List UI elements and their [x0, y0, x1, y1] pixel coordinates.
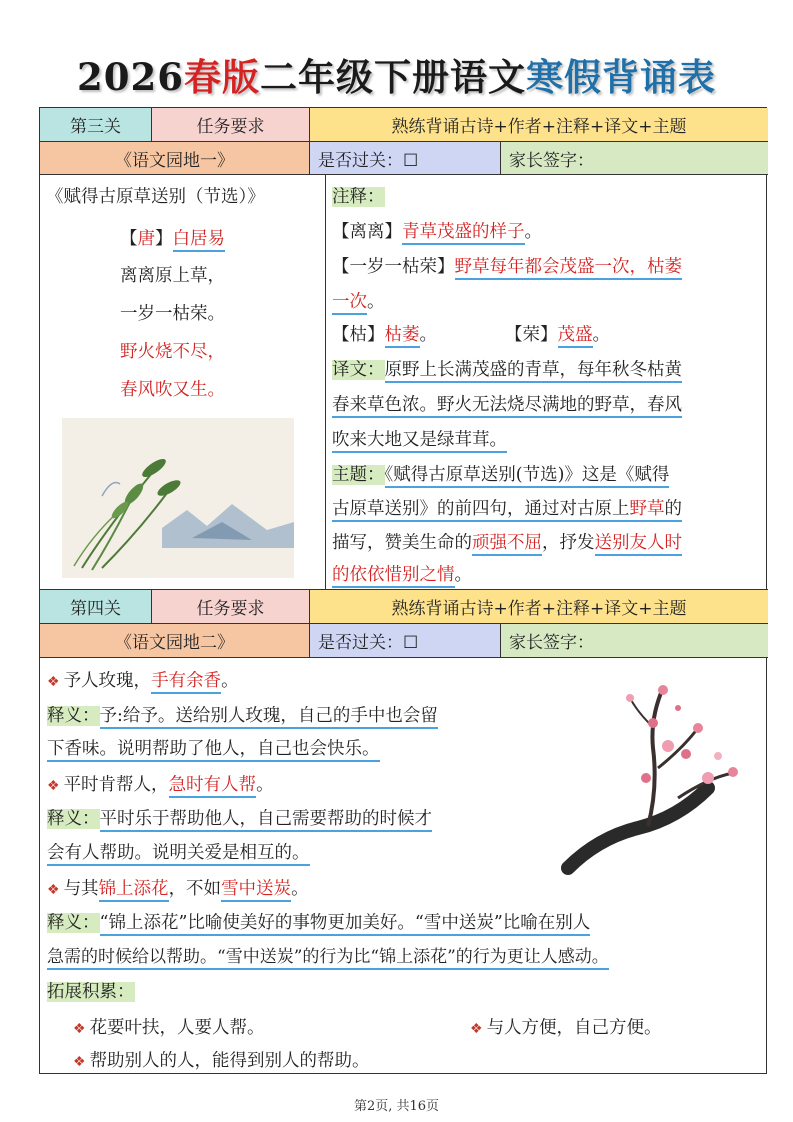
title-edition: 春版	[183, 55, 260, 99]
proverb-3-a: 与其	[63, 879, 99, 899]
proverb-1-c: 。	[221, 671, 239, 691]
explain-3a-text: “锦上添花”比喻使美好的事物更加美好。“雪中送炭”比喻在别人	[100, 913, 591, 936]
note-4: 【荣】茂盛。	[505, 322, 610, 348]
extension-2-text: 与人方便，自己方便。	[486, 1018, 662, 1038]
pass-checkbox[interactable]: 是否过关：☐	[310, 142, 501, 175]
parent-signature-field[interactable]: 家长签字：	[501, 142, 768, 175]
poem-line-3: 野火烧不尽，	[120, 342, 225, 362]
note-label	[332, 184, 385, 210]
theme-line-1	[332, 462, 669, 488]
explain-1b-text: 下香味。说明帮助了他人，自己也会快乐。	[47, 739, 380, 762]
level-4-cell: 第四关	[40, 590, 152, 624]
diamond-icon: ❖	[470, 1021, 483, 1037]
explain-3b-text: 急需的时候给以帮助。“雪中送炭”的行为比“锦上添花”的行为更让人感动。	[47, 947, 609, 970]
note-3: 【枯】枯萎。	[332, 322, 437, 348]
proverb-2-b: 急时有人帮	[169, 775, 257, 798]
proverb-1-b: 手有余香	[151, 671, 221, 694]
diamond-icon: ❖	[73, 1021, 86, 1037]
translation-line-3	[332, 427, 507, 453]
theme-text-2b: 野草	[630, 499, 665, 522]
diamond-icon: ❖	[73, 1054, 86, 1070]
extension-1-text: 花要叶扶，人要人帮。	[89, 1018, 265, 1038]
proverb-2	[47, 772, 274, 799]
theme-line-4	[332, 562, 472, 588]
title-table: 寒假背诵表	[525, 55, 716, 99]
level-3-cell: 第三关	[40, 108, 152, 142]
translation-line-2	[332, 392, 682, 418]
lesson-cell: 《语文园地一》	[40, 142, 310, 175]
grass-painting	[62, 418, 294, 578]
requirement-cell: 熟练背诵古诗+作者+注释+译文+主题	[310, 108, 768, 142]
note-1-key: 离离	[349, 222, 385, 242]
theme-text-1: 《赋得古原草送别(节选)》这是《赋得	[385, 465, 670, 488]
poem-line-2: 一岁一枯荣。	[120, 304, 225, 324]
proverb-1-a: 予人玫瑰，	[63, 671, 152, 691]
extension-1	[73, 1015, 265, 1042]
parent-signature-field-2[interactable]: 家长签字：	[501, 624, 768, 658]
note-2: 【一岁一枯荣】野草每年都会茂盛一次，枯萎	[332, 254, 682, 280]
explain-1a	[47, 703, 438, 729]
extension-2	[470, 1015, 662, 1042]
page-title	[0, 52, 793, 102]
title-year: 2026	[77, 55, 184, 99]
explain-2a	[47, 806, 432, 832]
column-divider	[325, 175, 326, 589]
poem-author: 【唐】白居易	[120, 226, 225, 252]
note-3-value: 枯萎	[385, 325, 420, 348]
requirement-cell-2: 熟练背诵古诗+作者+注释+译文+主题	[310, 590, 768, 624]
title-grade: 二年级下册语文	[259, 55, 526, 99]
explain-label: 释义：	[47, 809, 100, 829]
note-4-value: 茂盛	[558, 325, 593, 348]
proverb-3-e: 。	[291, 879, 309, 899]
proverb-2-c: 。	[256, 775, 274, 795]
note-4-key: 荣	[522, 325, 540, 345]
page-footer: 第2页, 共16页	[353, 1099, 440, 1114]
note-label-text: 注释：	[332, 187, 385, 207]
theme-text-4: 的依依惜别之情	[332, 565, 455, 588]
recitation-sheet	[39, 107, 767, 1074]
explain-2b	[47, 840, 310, 866]
diamond-icon: ❖	[47, 882, 60, 898]
poem-line-1: 离离原上草，	[120, 266, 225, 286]
theme-text-3d: 送别友人时	[595, 533, 683, 556]
note-1-value: 青草茂盛的样子	[402, 222, 525, 245]
proverb-2-a: 平时肯帮人，	[63, 775, 169, 795]
translation-text-3: 吹来大地又是绿茸茸。	[332, 430, 507, 453]
diamond-icon: ❖	[47, 674, 60, 690]
task-label-cell-2: 任务要求	[152, 590, 310, 624]
theme-line-2	[332, 496, 682, 522]
task-label-cell: 任务要求	[152, 108, 310, 142]
proverb-3-b: 锦上添花	[99, 879, 169, 902]
explain-1a-text: 予:给予。送给别人玫瑰，自己的手中也会留	[100, 706, 438, 729]
proverb-3-c: ，不如	[168, 879, 222, 899]
theme-text-2c: 的	[665, 499, 683, 522]
note-2-value: 野草每年都会茂盛一次，枯萎	[455, 257, 683, 280]
explain-2b-text: 会有人帮助。说明关爱是相互的。	[47, 843, 310, 866]
translation-text-1: 原野上长满茂盛的青草，每年秋冬枯黄	[385, 360, 683, 383]
proverb-1	[47, 668, 239, 695]
explain-label: 释义：	[47, 913, 100, 933]
note-1: 【离离】青草茂盛的样子。	[332, 219, 542, 245]
extension-3	[73, 1048, 370, 1075]
extension-label-text: 拓展积累：	[47, 982, 135, 1002]
explain-3b	[47, 944, 609, 970]
theme-text-3c: ，抒发	[542, 533, 595, 553]
translation-text-2: 春来草色浓。野火无法烧尽满地的野草，春风	[332, 395, 682, 418]
lesson-cell-2: 《语文园地二》	[40, 624, 310, 658]
diamond-icon: ❖	[47, 778, 60, 794]
poem-dynasty: 唐	[137, 229, 155, 249]
explain-2a-text: 平时乐于帮助他人，自己需要帮助的时候才	[100, 809, 433, 832]
poem-author-name: 白居易	[173, 229, 226, 252]
theme-line-3	[332, 530, 682, 556]
translation-line-1	[332, 357, 682, 383]
poem-line-4: 春风吹又生。	[120, 380, 225, 400]
note-3-key: 枯	[349, 325, 367, 345]
proverb-3-d: 雪中送炭	[221, 879, 291, 902]
theme-text-3a: 描写，赞美生命的	[332, 533, 472, 553]
note-2-key: 一岁一枯荣	[349, 257, 437, 277]
proverb-3	[47, 876, 309, 903]
theme-text-4-end: 。	[454, 565, 472, 585]
extension-label	[47, 979, 135, 1005]
explain-1b	[47, 736, 380, 762]
explain-label: 释义：	[47, 706, 100, 726]
poem-title: 《赋得古原草送别（节选）》	[46, 187, 265, 207]
pass-checkbox-2[interactable]: 是否过关：☐	[310, 624, 501, 658]
theme-text-2a: 古原草送别》的前四句，通过对古原上	[332, 499, 630, 522]
explain-3a	[47, 910, 590, 936]
note-2-cont: 一次。	[332, 289, 385, 315]
note-2-value-cont: 一次	[332, 292, 367, 315]
theme-label: 主题：	[332, 465, 385, 485]
translation-label: 译文：	[332, 360, 385, 380]
extension-3-text: 帮助别人的人，能得到别人的帮助。	[89, 1051, 370, 1071]
theme-text-3b: 顽强不屈	[472, 533, 542, 556]
plum-blossom-painting	[558, 668, 758, 883]
